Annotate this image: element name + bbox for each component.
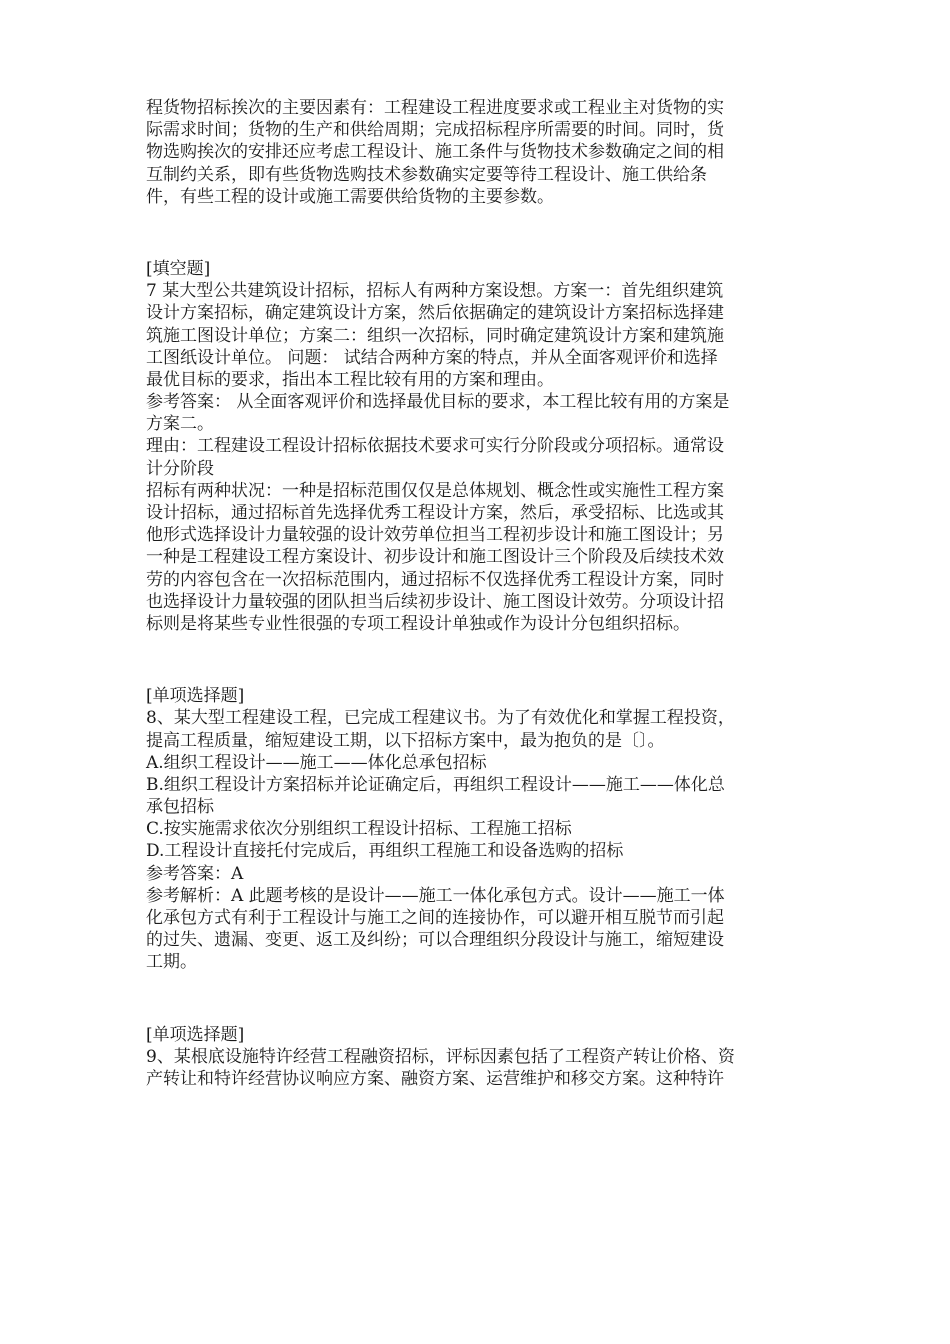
text-line: 提高工程质量，缩短建设工期，以下招标方案中，最为抱负的是〔〕。 bbox=[146, 730, 665, 751]
option-a: A.组织工程设计——施工——体化总承包招标 bbox=[146, 752, 487, 773]
text-line: 7 某大型公共建筑设计招标，招标人有两种方案设想。方案一：首先组织建筑 bbox=[146, 281, 724, 302]
section-spacer bbox=[146, 208, 810, 258]
text-line: 程货物招标挨次的主要因素有：工程建设工程进度要求或工程业主对货物的实 bbox=[146, 98, 724, 118]
option-b: B.组织工程设计方案招标并论证确定后，再组织工程设计——施工——体化总 bbox=[146, 774, 725, 795]
explanation-line: 化承包方式有利于工程设计与施工之间的连接协作，可以避开相互脱节而引起 bbox=[146, 908, 724, 928]
text-line: 劳的内容包含在一次招标范围内，通过招标不仅选择优秀工程设计方案，同时 bbox=[146, 569, 724, 590]
text-line: 招标有两种状况：一种是招标范围仅仅是总体规划、概念性或实施性工程方案 bbox=[146, 480, 724, 501]
text-line: 他形式选择设计力量较强的设计效劳单位担当工程初步设计和施工图设计；另 bbox=[146, 525, 724, 546]
question-type-label: [单项选择题] bbox=[146, 686, 245, 707]
text-line: 筑施工图设计单位；方案二：组织一次招标，同时确定建筑设计方案和建筑施 bbox=[146, 325, 724, 346]
option-b-continued: 承包招标 bbox=[146, 797, 214, 818]
explanation-line: 参考解析：A 此题考核的是设计——施工一体化承包方式。设计——施工一体 bbox=[146, 885, 725, 906]
question-9 bbox=[146, 1024, 810, 1091]
question-type-label: [单项选择题] bbox=[146, 1024, 245, 1045]
text-line: 件，有些工程的设计或施工需要供给货物的主要参数。 bbox=[146, 186, 554, 207]
text-line: 8、某大型工程建设工程，已完成工程建议书。为了有效优化和掌握工程投资， bbox=[146, 708, 735, 729]
question-type-label: [填空题] bbox=[146, 258, 211, 279]
text-line: 际需求时间；货物的生产和供给周期；完成招标程序所需要的时间。同时，货 bbox=[146, 120, 724, 141]
option-c: C.按实施需求依次分别组织工程设计招标、工程施工招标 bbox=[146, 819, 572, 840]
text-line: 标则是将某些专业性很强的专项工程设计单独或作为设计分包组织招标。 bbox=[146, 613, 690, 634]
section-spacer bbox=[146, 974, 810, 1024]
text-line: 计分阶段 bbox=[146, 458, 214, 479]
explanation-line: 工期。 bbox=[146, 952, 197, 973]
text-line: 产转让和特许经营协议响应方案、融资方案、运营维护和移交方案。这种特许 bbox=[146, 1068, 724, 1089]
text-line: 设计方案招标，确定建筑设计方案，然后依据确定的建筑设计方案招标选择建 bbox=[146, 303, 724, 324]
question-7 bbox=[146, 258, 810, 635]
text-line: 最优目标的要求，指出本工程比较有用的方案和理由。 bbox=[146, 369, 554, 390]
answer-line: 参考答案：A bbox=[146, 863, 244, 884]
section-spacer bbox=[146, 635, 810, 685]
document-page bbox=[146, 97, 810, 1090]
answer-line: 方案二。 bbox=[146, 414, 214, 435]
text-line: 物选购挨次的安排还应考虑工程设计、施工条件与货物技术参数确定之间的相 bbox=[146, 142, 724, 163]
intro-paragraph bbox=[146, 97, 810, 208]
explanation-line: 的过失、遗漏、变更、返工及纠纷；可以合理组织分段设计与施工，缩短建设 bbox=[146, 930, 724, 951]
text-line: 理由：工程建设工程设计招标依据技术要求可实行分阶段或分项招标。通常设 bbox=[146, 436, 724, 457]
option-d: D.工程设计直接托付完成后，再组织工程施工和设备选购的招标 bbox=[146, 841, 624, 862]
question-8 bbox=[146, 685, 810, 973]
text-line: 一种是工程建设工程方案设计、初步设计和施工图设计三个阶段及后续技术效 bbox=[146, 547, 724, 568]
text-line: 9、某根底设施特许经营工程融资招标，评标因素包括了工程资产转让价格、资 bbox=[146, 1046, 735, 1067]
text-line: 设计招标，通过招标首先选择优秀工程设计方案，然后，承受招标、比选或其 bbox=[146, 503, 724, 523]
text-line: 互制约关系，即有些货物选购技术参数确实定要等待工程设计、施工供给条 bbox=[146, 164, 707, 185]
text-line: 也选择设计力量较强的团队担当后续初步设计、施工图设计效劳。分项设计招 bbox=[146, 591, 724, 612]
text-line: 工图纸设计单位。 问题： 试结合两种方案的特点，并从全面客观评价和选择 bbox=[146, 347, 718, 368]
answer-line: 参考答案： 从全面客观评价和选择最优目标的要求，本工程比较有用的方案是 bbox=[146, 392, 730, 413]
